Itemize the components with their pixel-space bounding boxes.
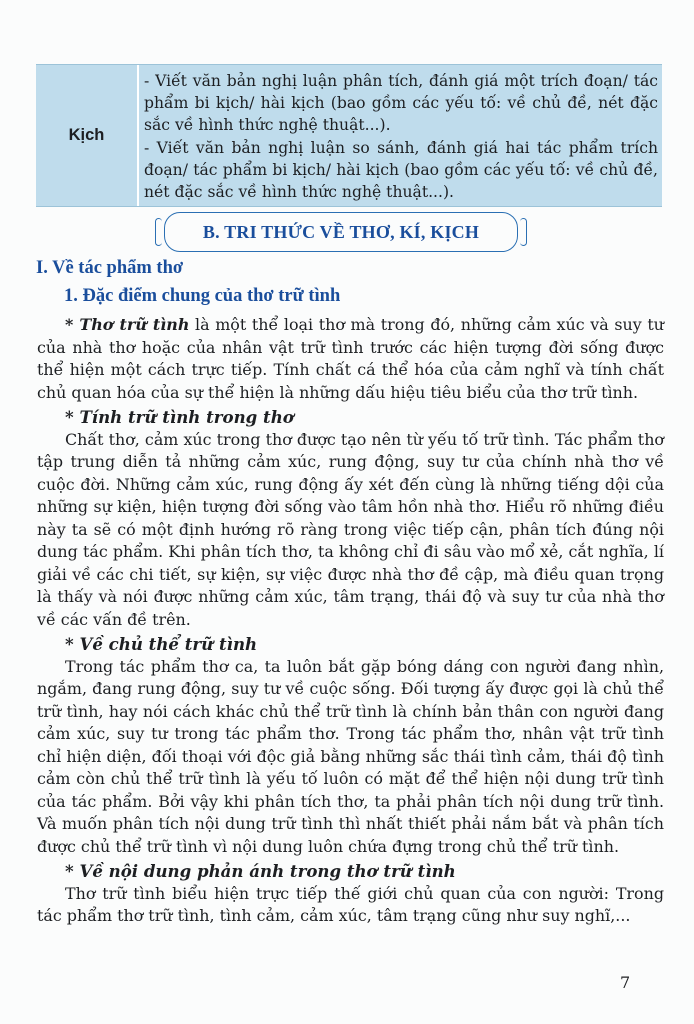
paragraph-lead: * Thơ trữ tình (65, 315, 190, 334)
paragraph: Chất thơ, cảm xúc trong thơ được tạo nên từ yếu tố trữ tình. Tác phẩm thơ tập trung diễn tả những cảm xúc, rung động, suy tư của chính nhà thơ về cuộc đời. Những cảm xúc, rung động ấy xét đến cùng là những tiếng dội của những sự kiện, hiện tượng đời sống vào tâm hồn nhà thơ. Hiểu rõ những điều này ta sẽ có một định hướng rõ ràng trong việc tiếp cận, phân tích đúng nội dung tác phẩm. Khi phân tích thơ, ta không chỉ đi sâu vào mổ xẻ, cắt nghĩa, lí giải về các chi tiết, sự kiện, sự việc được nhà thơ đề cập, mà điều quan trọng là thấy và nói được những cảm xúc, tâm trạng, thái độ và suy tư của nhà thơ về các vấn đề trên. (37, 429, 664, 629)
table-row-label: Kịch (36, 65, 139, 206)
page-number: 7 (620, 973, 631, 992)
body-text (37, 314, 664, 928)
table-row-content (144, 70, 658, 203)
paragraph-text: là một thể loại thơ mà trong đó, những cảm xúc và suy tư của nhà thơ hoặc của nhân vật trữ tình trước các hiện tượng đời sống được thể hiện một cách trực tiếp. Tính chất cá thể hóa của cảm nghĩ và tính chất chủ quan hóa của sự thể hiện là những dấu hiệu tiêu biểu của thơ trữ tình. (37, 315, 664, 402)
subheading: * Tính trữ tình trong thơ (65, 407, 294, 427)
heading-level2: 1. Đặc điểm chung của thơ trữ tình (64, 286, 341, 306)
paragraph: Trong tác phẩm thơ ca, ta luôn bắt gặp bóng dáng con người đang nhìn, ngắm, đang rung động, suy tư về cuộc sống. Đối tượng ấy được gọi là chủ thể trữ tình, hay nói cách khác chủ thể trữ tình là chính bản thân con người đang cảm xúc, suy tư trong tác phẩm thơ. Trong tác phẩm thơ, nhân vật trữ tình chỉ hiện diện, đối thoại với độc giả bằng những sắc thái tình cảm, thái độ tình cảm còn chủ thể trữ tình là yếu tố luôn có mặt để thể hiện nội dung trữ tình của tác phẩm. Bởi vậy khi phân tích thơ, ta phải phân tích nội dung trữ tình. Và muốn phân tích nội dung trữ tình thì nhất thiết phải nắm bắt và phân tích được chủ thể trữ tình vì nội dung luôn chứa đựng trong chủ thể trữ tình. (37, 656, 664, 856)
section-title: B. TRI THỨC VỀ THƠ, KÍ, KỊCH (164, 212, 518, 252)
paragraph: Thơ trữ tình biểu hiện trực tiếp thế giới chủ quan của con người: Trong tác phẩm thơ trữ tình, tình cảm, cảm xúc, tâm trạng cũng như suy nghĩ,... (37, 883, 664, 925)
subheading: * Về nội dung phản ánh trong thơ trữ tình (65, 861, 456, 881)
requirements-table (36, 64, 662, 207)
table-item: - Viết văn bản nghị luận phân tích, đánh giá một trích đoạn/ tác phẩm bi kịch/ hài kịch (bao gồm các yếu tố: về chủ đề, nét đặc sắc về hình thức nghệ thuật...). (144, 72, 658, 135)
table-item: - Viết văn bản nghị luận so sánh, đánh giá hai tác phẩm trích đoạn/ tác phẩm bi kịch/ hài kịch (bao gồm các yếu tố: về chủ đề, nét đặc sắc về hình thức nghệ thuật...). (144, 138, 658, 202)
subheading: * Về chủ thể trữ tình (65, 634, 258, 654)
heading-level1: I. Về tác phẩm thơ (36, 258, 184, 278)
paragraph (37, 314, 664, 404)
